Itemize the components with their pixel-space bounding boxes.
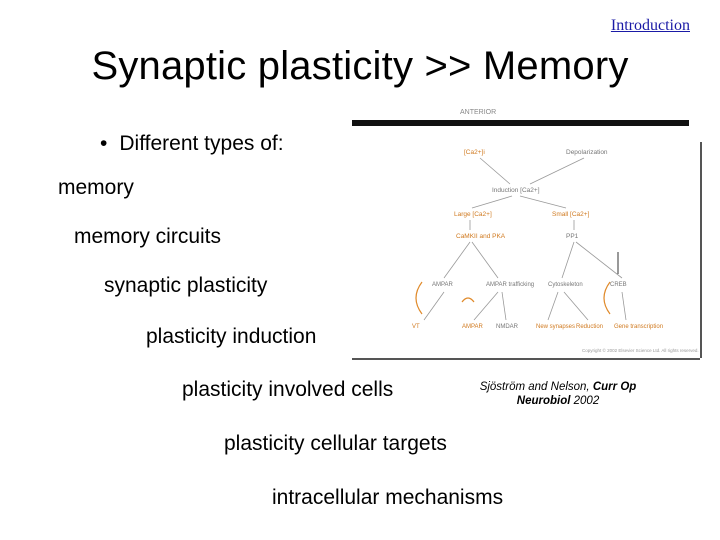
node-depolarization-label: Depolarization (566, 149, 608, 156)
node-creb-label: CREB (610, 282, 627, 288)
node-ampar-label: AMPAR (432, 282, 453, 288)
citation-year: 2002 (573, 395, 600, 407)
target-nmdar-label: NMDAR (496, 324, 518, 330)
figure-top-bar (352, 120, 689, 126)
list-item-memory: memory (58, 176, 134, 199)
figure-bottom-border (352, 358, 700, 360)
introduction-link[interactable]: Introduction (610, 17, 690, 34)
bullet-text: Different types of: (119, 132, 284, 155)
figure-top-label: ANTERIOR (460, 109, 497, 116)
pathway-arrows (424, 158, 626, 320)
target-ampar-label: AMPAR (462, 324, 483, 330)
list-item-intracellular-mechanisms: intracellular mechanisms (272, 486, 504, 509)
list-item-memory-circuits: memory circuits (74, 225, 222, 248)
target-gene-transcription-label: Gene transcription (614, 324, 664, 330)
figure-caption: Copyright © 2002 Elsevier Science Ltd. All rights reserved. (582, 348, 699, 353)
slide-title: Synaptic plasticity >> Memory (91, 44, 629, 88)
pathway-diagram (352, 102, 708, 364)
citation (468, 380, 648, 408)
plasticity-pathway-figure (352, 102, 708, 364)
node-ca-label: [Ca2+]i (464, 149, 485, 156)
list-item-plasticity-cellular-targets: plasticity cellular targets (224, 432, 447, 455)
citation-journal: Curr Op Neurobiol (516, 381, 637, 407)
node-large-ca-label: Large [Ca2+] (454, 211, 492, 218)
node-induction-label: Induction [Ca2+] (492, 187, 540, 194)
target-reduction-label: Reduction (576, 324, 604, 330)
node-cytoskeleton-label: Cytoskeleton (548, 282, 583, 288)
node-pp1-label: PP1 (566, 233, 579, 240)
citation-authors: Sjöström and Nelson, (479, 381, 590, 393)
node-small-ca-label: Small [Ca2+] (552, 211, 590, 218)
list-item-synaptic-plasticity: synaptic plasticity (104, 274, 268, 297)
list-item-plasticity-involved-cells: plasticity involved cells (182, 378, 394, 401)
bullet-dot-icon: • (100, 132, 108, 155)
target-vt-label: VT (412, 324, 420, 330)
list-item-plasticity-induction: plasticity induction (146, 325, 317, 348)
bullet-item (100, 132, 284, 156)
node-camkii-label: CaMKII and PKA (456, 233, 506, 240)
target-new-synapses-label: New synapses (536, 324, 576, 330)
figure-right-border (700, 142, 702, 358)
node-ampar-trafficking-label: AMPAR trafficking (486, 282, 535, 288)
